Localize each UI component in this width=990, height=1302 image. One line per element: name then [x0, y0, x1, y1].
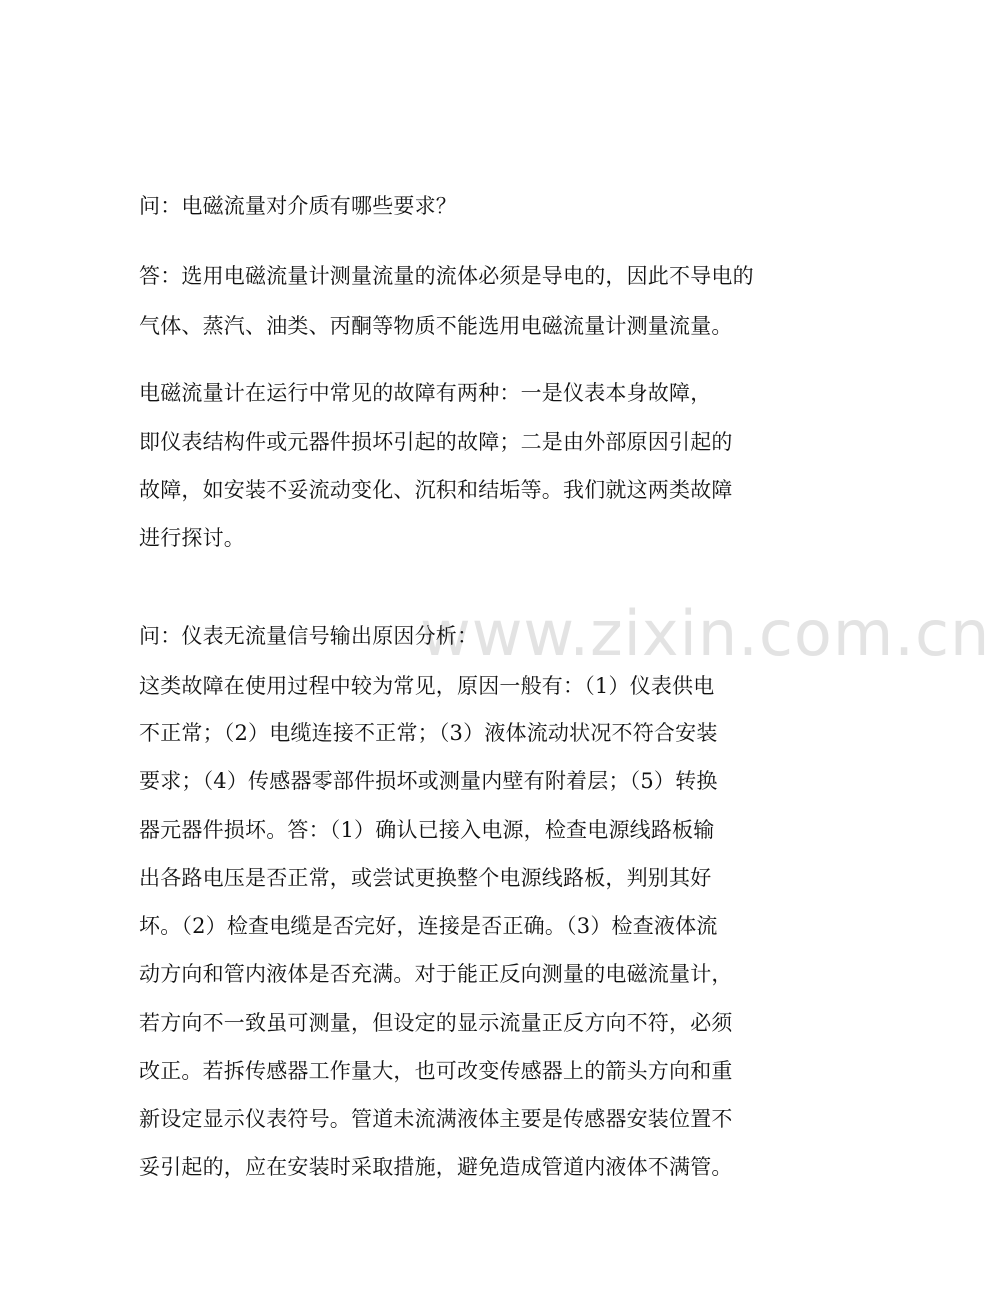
paragraph-line: 这类故障在使用过程中较为常见，原因一般有：（1）仪表供电: [139, 674, 715, 698]
paragraph-line: 故障，如安装不妥流动变化、沉积和结垢等。我们就这两类故障: [139, 478, 733, 502]
watermark-text: www.zixin.com.cn: [420, 597, 990, 670]
paragraph-line: 即仪表结构件或元器件损坏引起的故障；二是由外部原因引起的: [139, 430, 733, 454]
paragraph-line: 妥引起的，应在安装时采取措施，避免造成管道内液体不满管。: [139, 1155, 733, 1179]
paragraph-line: 动方向和管内液体是否充满。对于能正反向测量的电磁流量计，: [139, 962, 733, 986]
paragraph-line: 要求；（4）传感器零部件损坏或测量内壁有附着层；（5）转换: [139, 769, 718, 793]
paragraph-line: 改正。若拆传感器工作量大，也可改变传感器上的箭头方向和重: [139, 1059, 733, 1083]
paragraph-line: 出各路电压是否正常，或尝试更换整个电源线路板，判别其好: [139, 866, 712, 890]
paragraph-line: 新设定显示仪表符号。管道未流满液体主要是传感器安装位置不: [139, 1107, 733, 1131]
paragraph-line: 若方向不一致虽可测量，但设定的显示流量正反方向不符，必须: [139, 1011, 733, 1035]
question-heading: 问：电磁流量对介质有哪些要求？: [139, 194, 457, 218]
paragraph-line: 器元器件损坏。答：（1）确认已接入电源，检查电源线路板输: [139, 818, 715, 842]
question-heading: 问：仪表无流量信号输出原因分析：: [139, 624, 479, 648]
paragraph-line: 电磁流量计在运行中常见的故障有两种：一是仪表本身故障，: [139, 381, 712, 405]
answer-line: 答：选用电磁流量计测量流量的流体必须是导电的，因此不导电的: [139, 264, 754, 288]
paragraph-line: 不正常；（2）电缆连接不正常；（3）液体流动状况不符合安装: [139, 721, 718, 745]
paragraph-line: 进行探讨。: [139, 526, 245, 550]
paragraph-line: 坏。（2）检查电缆是否完好，连接是否正确。（3）检查液体流: [139, 914, 718, 938]
answer-line: 气体、蒸汽、油类、丙酮等物质不能选用电磁流量计测量流量。: [139, 314, 733, 338]
